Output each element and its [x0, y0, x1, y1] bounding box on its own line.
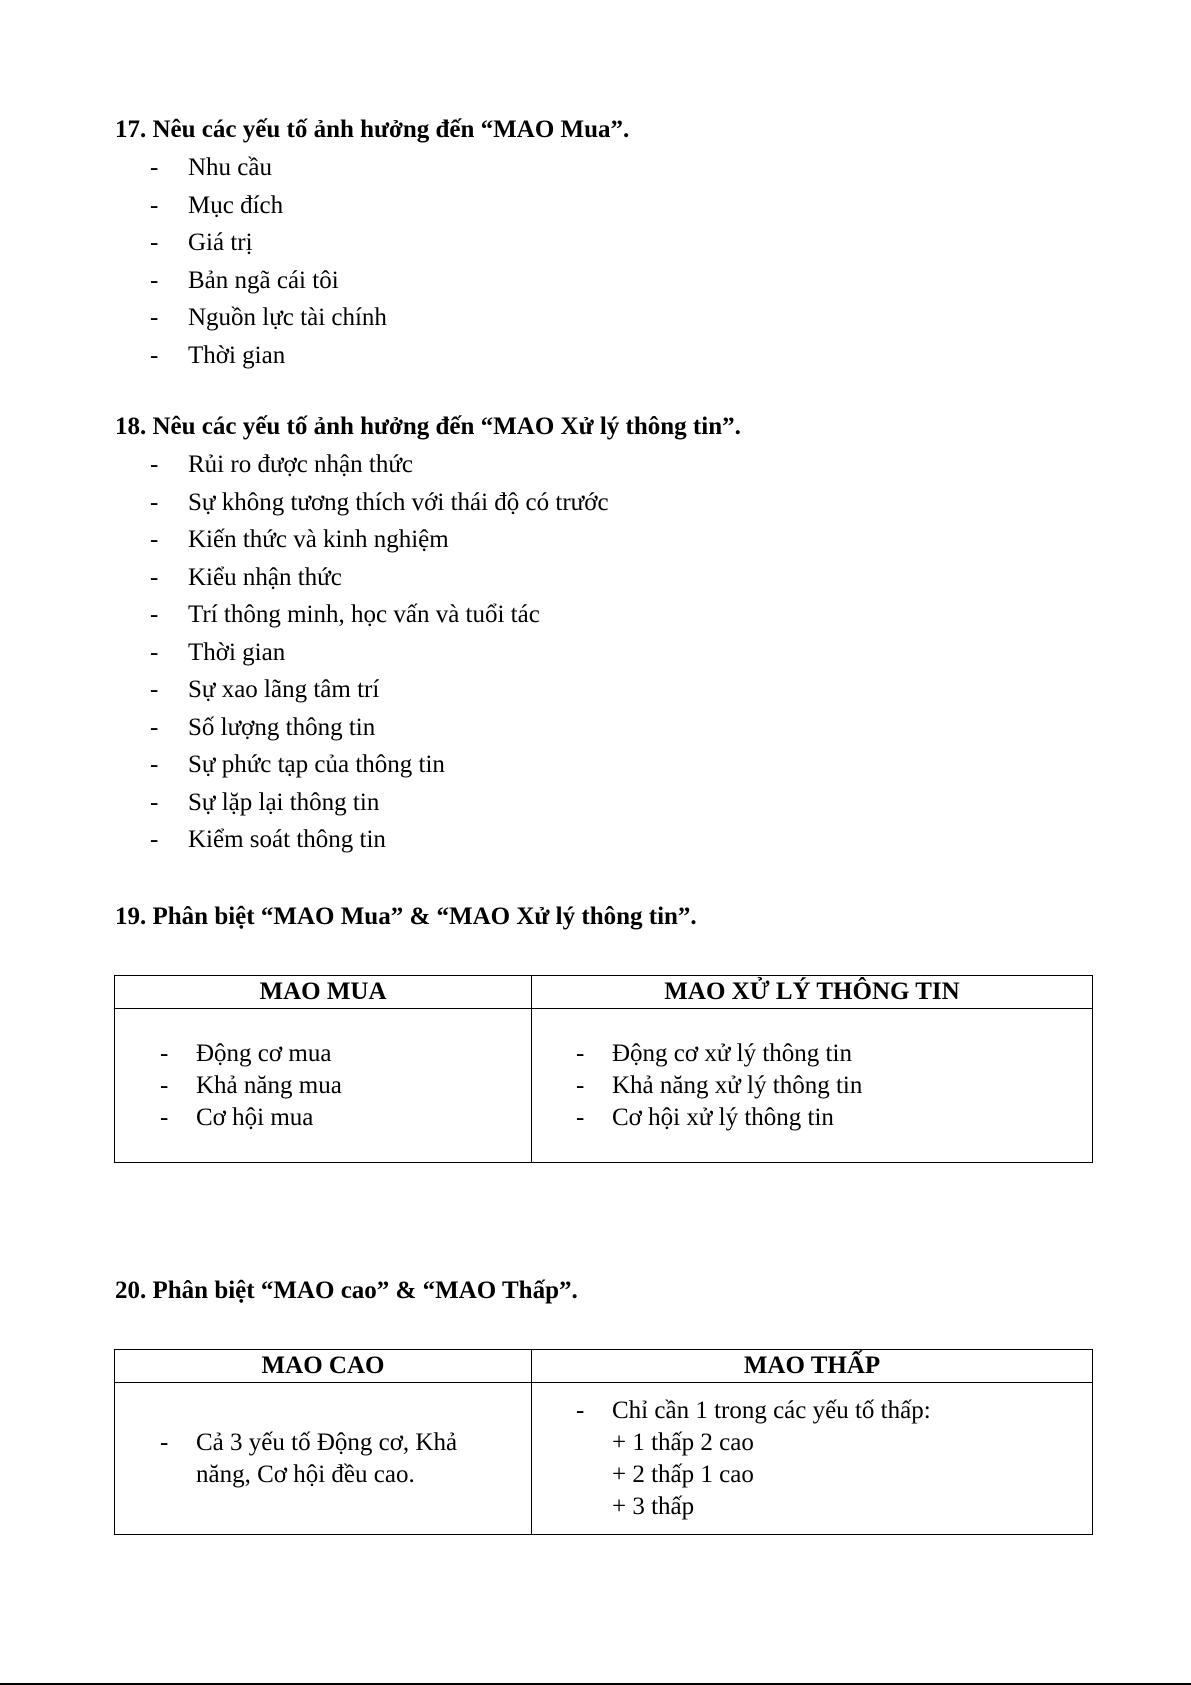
list-item: - Nguồn lực tài chính — [150, 299, 387, 337]
table-cell — [115, 1383, 532, 1535]
list-item: - Động cơ mua — [160, 1038, 531, 1070]
list-item: - Khả năng xử lý thông tin — [576, 1070, 1092, 1102]
list-item: - Khả năng mua — [160, 1070, 531, 1102]
list-item: - Mục đích — [150, 187, 387, 225]
column-header: MAO CAO — [115, 1350, 532, 1383]
q17-list — [150, 149, 387, 374]
table-cell — [532, 1009, 1093, 1163]
list-item: - Thời gian — [150, 634, 609, 672]
list-item: - Kiến thức và kinh nghiệm — [150, 521, 609, 559]
table-header-row — [115, 976, 1093, 1009]
list-item: - Rủi ro được nhận thức — [150, 446, 609, 484]
q20-title: 20. Phân biệt “MAO cao” & “MAO Thấp”. — [115, 1277, 578, 1304]
sub-list-item: + 1 thấp 2 cao — [612, 1428, 754, 1456]
list-item: - Bản ngã cái tôi — [150, 262, 387, 300]
list-item: - Nhu cầu — [150, 149, 387, 187]
list-item: - Sự xao lãng tâm trí — [150, 671, 609, 709]
table-cell — [532, 1383, 1093, 1535]
column-header: MAO XỬ LÝ THÔNG TIN — [532, 976, 1093, 1009]
list-item: - Sự lặp lại thông tin — [150, 784, 609, 822]
q19-comparison-table — [114, 975, 1093, 1163]
list-item: - Kiểu nhận thức — [150, 559, 609, 597]
table-header-row — [115, 1350, 1093, 1383]
list-item: - Cơ hội mua — [160, 1102, 531, 1134]
list-item: - Sự phức tạp của thông tin — [150, 746, 609, 784]
list-item: - Thời gian — [150, 337, 387, 375]
list-item: - Kiểm soát thông tin — [150, 821, 609, 859]
sub-list-item: + 2 thấp 1 cao — [612, 1460, 754, 1488]
table-row — [115, 1009, 1093, 1163]
table-row — [115, 1383, 1093, 1535]
list-item: - Động cơ xử lý thông tin — [576, 1038, 1092, 1070]
list-item: - Số lượng thông tin — [150, 709, 609, 747]
sub-list-item: + 3 thấp — [612, 1492, 695, 1520]
q17-title: 17. Nêu các yếu tố ảnh hưởng đến “MAO Mua”. — [115, 116, 630, 143]
column-header: MAO THẤP — [532, 1350, 1093, 1383]
q18-title: 18. Nêu các yếu tố ảnh hưởng đến “MAO Xử lý thông tin”. — [115, 413, 741, 440]
sub-list — [576, 1427, 1092, 1523]
q18-list — [150, 446, 609, 859]
list-item: - Giá trị — [150, 224, 387, 262]
q19-title: 19. Phân biệt “MAO Mua” & “MAO Xử lý thông tin”. — [115, 903, 697, 930]
list-item: - Chỉ cần 1 trong các yếu tố thấp: — [576, 1395, 1092, 1427]
list-item: - Sự không tương thích với thái độ có trước — [150, 484, 609, 522]
column-header: MAO MUA — [115, 976, 532, 1009]
list-item: - Cả 3 yếu tố Động cơ, Khả năng, Cơ hội đều cao. — [160, 1427, 511, 1491]
list-item: - Trí thông minh, học vấn và tuổi tác — [150, 596, 609, 634]
table-cell — [115, 1009, 532, 1163]
list-item: - Cơ hội xử lý thông tin — [576, 1102, 1092, 1134]
q20-comparison-table — [114, 1349, 1093, 1535]
